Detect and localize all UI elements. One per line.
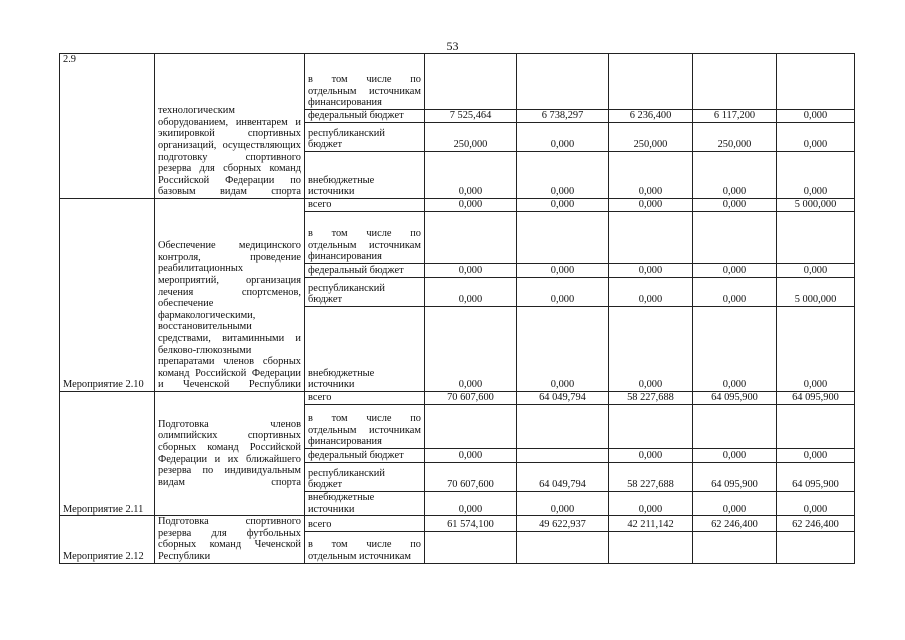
amount-cell bbox=[777, 212, 855, 264]
amount-cell: 5 000,000 bbox=[777, 278, 855, 307]
amount-cell: 0,000 bbox=[693, 492, 777, 516]
measure-description: Обеспечение медицинского контроля, проведение реабилитационных мероприятий, организация лечения спортсменов, обеспечение фармакологическими, восстановительными средствами, витаминными и белково-глюкозными препаратами членов сборных команд Российской Федерации и Чеченской Республики bbox=[155, 199, 305, 392]
amount-cell: 0,000 bbox=[609, 492, 693, 516]
table-row bbox=[60, 54, 855, 110]
amount-cell: 58 227,688 bbox=[609, 463, 693, 492]
amount-cell: 6 236,400 bbox=[609, 110, 693, 123]
amount-cell: 0,000 bbox=[609, 199, 693, 212]
funding-source: республиканский бюджет bbox=[305, 123, 425, 152]
funding-source: федеральный бюджет bbox=[305, 264, 425, 278]
amount-cell bbox=[517, 449, 609, 463]
table-row bbox=[60, 516, 855, 532]
amount-cell: 62 246,400 bbox=[693, 516, 777, 532]
amount-cell bbox=[517, 405, 609, 449]
funding-source: внебюджетные источники bbox=[305, 307, 425, 392]
funding-source: в том числе по отдельным источникам bbox=[305, 531, 425, 563]
amount-cell: 0,000 bbox=[517, 264, 609, 278]
amount-cell: 0,000 bbox=[609, 278, 693, 307]
funding-source: в том числе по отдельным источникам финансирования bbox=[305, 54, 425, 110]
page-number: 53 bbox=[446, 39, 459, 53]
funding-source: всего bbox=[305, 392, 425, 405]
amount-cell: 0,000 bbox=[609, 307, 693, 392]
table-row bbox=[60, 392, 855, 405]
amount-cell: 0,000 bbox=[777, 307, 855, 392]
amount-cell bbox=[693, 531, 777, 563]
measure-code: 2.9 bbox=[60, 54, 155, 199]
amount-cell: 6 117,200 bbox=[693, 110, 777, 123]
amount-cell: 58 227,688 bbox=[609, 392, 693, 405]
amount-cell bbox=[609, 531, 693, 563]
amount-cell: 70 607,600 bbox=[425, 463, 517, 492]
amount-cell bbox=[609, 405, 693, 449]
amount-cell: 0,000 bbox=[517, 152, 609, 199]
amount-cell: 0,000 bbox=[425, 307, 517, 392]
measure-code: Мероприятие 2.10 bbox=[60, 199, 155, 392]
amount-cell: 42 211,142 bbox=[609, 516, 693, 532]
amount-cell: 0,000 bbox=[609, 152, 693, 199]
amount-cell: 0,000 bbox=[693, 199, 777, 212]
measure-code: Мероприятие 2.11 bbox=[60, 392, 155, 516]
amount-cell: 0,000 bbox=[777, 449, 855, 463]
measure-description: Подготовка членов олимпийских спортивных сборных команд Российской Федерации и их ближайшего резерва по индивидуальным видам спорта bbox=[155, 392, 305, 516]
amount-cell: 5 000,000 bbox=[777, 199, 855, 212]
amount-cell: 0,000 bbox=[693, 152, 777, 199]
amount-cell: 0,000 bbox=[777, 152, 855, 199]
amount-cell: 0,000 bbox=[609, 449, 693, 463]
amount-cell: 64 049,794 bbox=[517, 463, 609, 492]
amount-cell: 0,000 bbox=[693, 449, 777, 463]
amount-cell: 49 622,937 bbox=[517, 516, 609, 532]
measure-code: Мероприятие 2.12 bbox=[60, 516, 155, 563]
amount-cell: 0,000 bbox=[517, 123, 609, 152]
amount-cell: 70 607,600 bbox=[425, 392, 517, 405]
amount-cell: 0,000 bbox=[425, 264, 517, 278]
amount-cell bbox=[777, 405, 855, 449]
amount-cell bbox=[693, 54, 777, 110]
amount-cell bbox=[609, 212, 693, 264]
measure-description: технологическим оборудованием, инвентарем и экипировкой спортивных организаций, осуществляющих подготовку спортивного резерва для сборных команд Российской Федерации по базовым видам спорта bbox=[155, 54, 305, 199]
amount-cell bbox=[425, 531, 517, 563]
amount-cell: 64 095,900 bbox=[777, 463, 855, 492]
funding-source: в том числе по отдельным источникам финансирования bbox=[305, 212, 425, 264]
amount-cell: 0,000 bbox=[425, 152, 517, 199]
amount-cell: 0,000 bbox=[425, 199, 517, 212]
amount-cell: 0,000 bbox=[777, 492, 855, 516]
funding-source: федеральный бюджет bbox=[305, 449, 425, 463]
amount-cell bbox=[517, 531, 609, 563]
funding-source: республиканский бюджет bbox=[305, 463, 425, 492]
amount-cell: 0,000 bbox=[425, 449, 517, 463]
funding-source: внебюджетные источники bbox=[305, 492, 425, 516]
amount-cell: 0,000 bbox=[425, 492, 517, 516]
amount-cell: 250,000 bbox=[693, 123, 777, 152]
amount-cell: 250,000 bbox=[425, 123, 517, 152]
amount-cell: 0,000 bbox=[693, 278, 777, 307]
amount-cell: 62 246,400 bbox=[777, 516, 855, 532]
amount-cell: 0,000 bbox=[693, 307, 777, 392]
amount-cell: 0,000 bbox=[517, 492, 609, 516]
amount-cell: 7 525,464 bbox=[425, 110, 517, 123]
amount-cell bbox=[517, 54, 609, 110]
amount-cell bbox=[425, 405, 517, 449]
funding-source: всего bbox=[305, 199, 425, 212]
amount-cell: 0,000 bbox=[777, 110, 855, 123]
funding-source: республиканский бюджет bbox=[305, 278, 425, 307]
amount-cell: 0,000 bbox=[517, 307, 609, 392]
amount-cell: 0,000 bbox=[425, 278, 517, 307]
amount-cell bbox=[777, 54, 855, 110]
amount-cell bbox=[425, 54, 517, 110]
amount-cell: 0,000 bbox=[609, 264, 693, 278]
amount-cell: 250,000 bbox=[609, 123, 693, 152]
amount-cell bbox=[609, 54, 693, 110]
financing-table bbox=[59, 53, 855, 564]
table-row bbox=[60, 199, 855, 212]
amount-cell: 64 095,900 bbox=[693, 463, 777, 492]
measure-description: Подготовка спортивного резерва для футбольных сборных команд Чеченской Республики bbox=[155, 516, 305, 563]
amount-cell bbox=[425, 212, 517, 264]
funding-source: федеральный бюджет bbox=[305, 110, 425, 123]
amount-cell: 0,000 bbox=[777, 123, 855, 152]
funding-source: в том числе по отдельным источникам финансирования bbox=[305, 405, 425, 449]
amount-cell: 61 574,100 bbox=[425, 516, 517, 532]
funding-source: внебюджетные источники bbox=[305, 152, 425, 199]
amount-cell: 64 049,794 bbox=[517, 392, 609, 405]
amount-cell bbox=[693, 405, 777, 449]
amount-cell bbox=[517, 212, 609, 264]
amount-cell: 6 738,297 bbox=[517, 110, 609, 123]
amount-cell bbox=[777, 531, 855, 563]
amount-cell: 0,000 bbox=[693, 264, 777, 278]
amount-cell: 64 095,900 bbox=[777, 392, 855, 405]
amount-cell bbox=[693, 212, 777, 264]
amount-cell: 0,000 bbox=[517, 278, 609, 307]
amount-cell: 64 095,900 bbox=[693, 392, 777, 405]
amount-cell: 0,000 bbox=[777, 264, 855, 278]
funding-source: всего bbox=[305, 516, 425, 532]
amount-cell: 0,000 bbox=[517, 199, 609, 212]
